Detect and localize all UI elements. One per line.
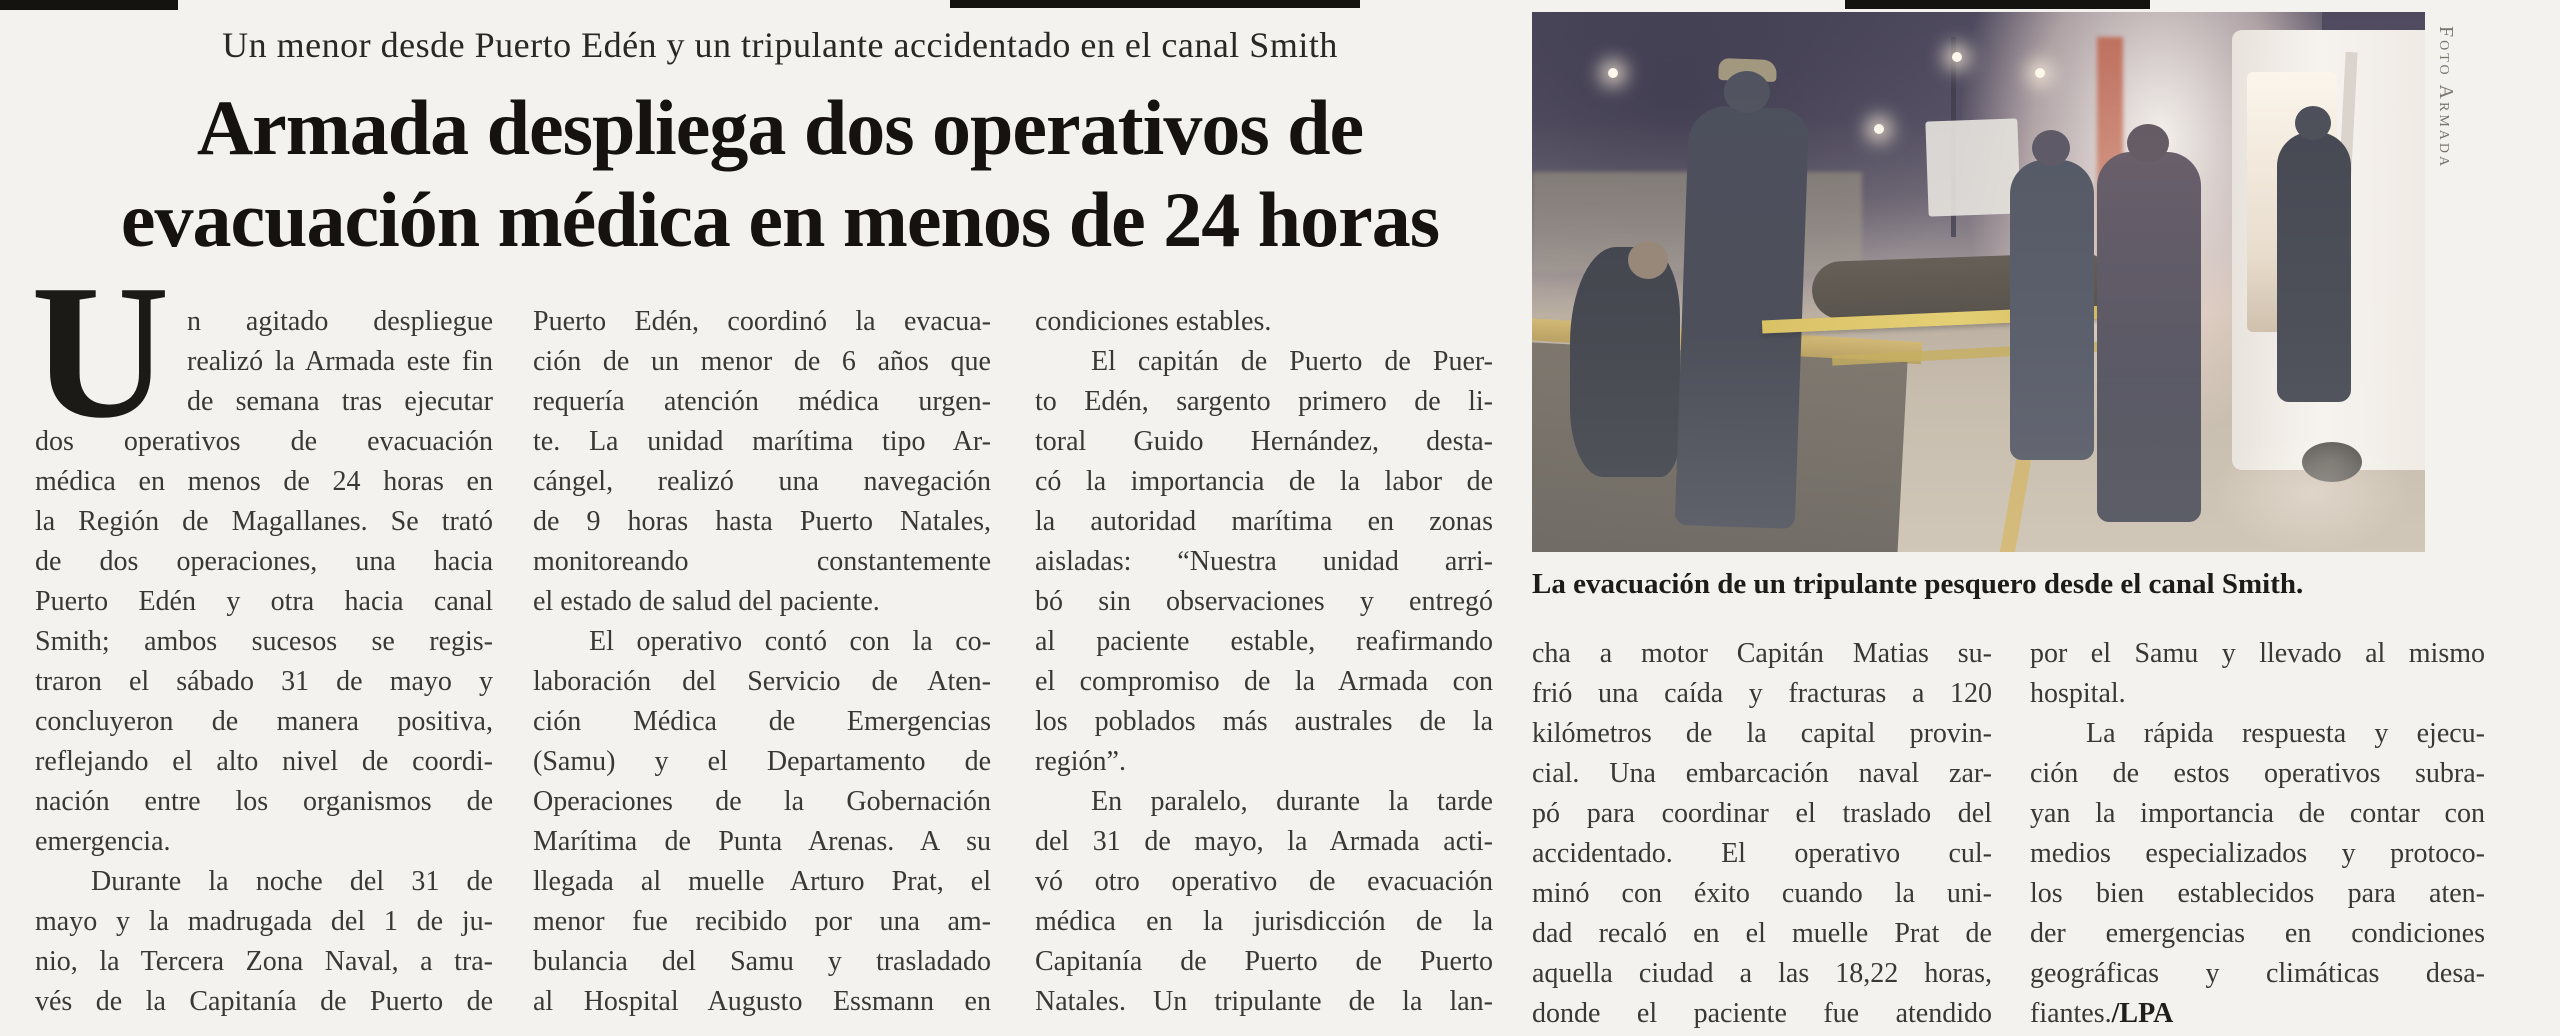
article-line: medios especializados y protoco- xyxy=(2030,838,2485,869)
article-line: condiciones estables. xyxy=(1035,306,1272,337)
article-line: El capitán de Puerto de Puer- xyxy=(1091,346,1493,377)
article-line: mayo y la madrugada del 1 de ju- xyxy=(35,906,493,937)
article-line: reflejando el alto nivel de coordi- xyxy=(35,746,493,777)
article-line: concluyeron de manera positiva, xyxy=(35,706,493,737)
headline xyxy=(50,82,1510,266)
article-line: emergencia. xyxy=(35,826,171,857)
article-line: pó para coordinar el traslado del xyxy=(1532,798,1992,829)
article-line: bó sin observaciones y entregó xyxy=(1035,586,1493,617)
photo-credit: Foto Armada xyxy=(2435,26,2457,170)
article-column-4 xyxy=(1532,634,1992,1034)
article-line: médica en la jurisdicción de la xyxy=(1035,906,1493,937)
article-line: der emergencias en condiciones xyxy=(2030,918,2485,949)
article-header xyxy=(50,22,1510,266)
article-line: laboración del Servicio de Aten- xyxy=(533,666,991,697)
article-line: Smith; ambos sucesos se regis- xyxy=(35,626,493,657)
article-line: nio, la Tercera Zona Naval, a tra- xyxy=(35,946,493,977)
article-line: Marítima de Punta Arenas. A su xyxy=(533,826,991,857)
article-line: menor fue recibido por una am- xyxy=(533,906,991,937)
article-column-2 xyxy=(533,302,991,1022)
article-line: el compromiso de la Armada con xyxy=(1035,666,1493,697)
article-line: requería atención médica urgen- xyxy=(533,386,991,417)
article-line: frió una caída y fracturas a 120 xyxy=(1532,678,1992,709)
article-line: dos operativos de evacuación xyxy=(35,426,493,457)
article-line: dad recaló en el muelle Prat de xyxy=(1532,918,1992,949)
article-line: la Región de Magallanes. Se trató xyxy=(35,506,493,537)
article-line: n agitado despliegue xyxy=(187,306,493,337)
headline-line-1: Armada despliega dos operativos de xyxy=(196,84,1364,171)
scan-artifact-strip xyxy=(1845,0,2150,9)
article-line: hospital. xyxy=(2030,678,2126,709)
article-line: cángel, realizó una navegación xyxy=(533,466,991,497)
article-line: Durante la noche del 31 de xyxy=(91,866,493,897)
article-line: to Edén, sargento primero de li- xyxy=(1035,386,1493,417)
article-line: La rápida respuesta y ejecu- xyxy=(2086,718,2485,749)
article-line: traron el sábado 31 de mayo y xyxy=(35,666,493,697)
article-line: de dos operaciones, una hacia xyxy=(35,546,493,577)
article-photo xyxy=(1532,12,2425,552)
kicker: Un menor desde Puerto Edén y un tripulante accidentado en el canal Smith xyxy=(222,25,1338,65)
article-column-3 xyxy=(1035,302,1493,1022)
article-line: realizó la Armada este fin xyxy=(187,346,493,377)
article-line: al Hospital Augusto Essmann en xyxy=(533,986,991,1017)
article-line: región”. xyxy=(1035,746,1126,777)
article-line: El operativo contó con la co- xyxy=(589,626,991,657)
article-line: la autoridad marítima en zonas xyxy=(1035,506,1493,537)
article-line: Natales. Un tripulante de la lan- xyxy=(1035,986,1493,1017)
article-line: los poblados más australes de la xyxy=(1035,706,1493,737)
article-line: vó otro operativo de evacuación xyxy=(1035,866,1493,897)
article-line: ción Médica de Emergencias xyxy=(533,706,991,737)
article-line: médica en menos de 24 horas en xyxy=(35,466,493,497)
article-line: llegada al muelle Arturo Prat, el xyxy=(533,866,991,897)
article-line: aquella ciudad a las 18,22 horas, xyxy=(1532,958,1992,989)
article-line: donde el paciente fue atendido xyxy=(1532,998,1992,1029)
article-line: kilómetros de la capital provin- xyxy=(1532,718,1992,749)
article-line: vés de la Capitanía de Puerto de xyxy=(35,986,493,1017)
article-line: te. La unidad marítima tipo Ar- xyxy=(533,426,991,457)
article-line: có la importancia de la labor de xyxy=(1035,466,1493,497)
article-line: bulancia del Samu y trasladado xyxy=(533,946,991,977)
article-line: ción de un menor de 6 años que xyxy=(533,346,991,377)
article-line: cha a motor Capitán Matias su- xyxy=(1532,638,1992,669)
article-line: por el Samu y llevado al mismo xyxy=(2030,638,2485,669)
article-line: Operaciones de la Gobernación xyxy=(533,786,991,817)
article-line: el estado de salud del paciente. xyxy=(533,586,880,617)
article-line: los bien establecidos para aten- xyxy=(2030,878,2485,909)
article-line: yan la importancia de contar con xyxy=(2030,798,2485,829)
article-line: Capitanía de Puerto de Puerto xyxy=(1035,946,1493,977)
article-line: En paralelo, durante la tarde xyxy=(1091,786,1493,817)
photo-caption: La evacuación de un tripulante pesquero desde el canal Smith. xyxy=(1532,568,2304,600)
article-line: nación entre los organismos de xyxy=(35,786,493,817)
article-line: minó con éxito cuando la uni- xyxy=(1532,878,1992,909)
article-line: ción de estos operativos subra- xyxy=(2030,758,2485,789)
agency-byline: /LPA xyxy=(2111,998,2174,1029)
article-line: geográficas y climáticas desa- xyxy=(2030,958,2485,989)
article-line: aisladas: “Nuestra unidad arri- xyxy=(1035,546,1493,577)
drop-cap: U xyxy=(31,245,170,458)
article-column-1 xyxy=(31,245,493,1022)
article-line: toral Guido Hernández, desta- xyxy=(1035,426,1493,457)
article-line: de semana tras ejecutar xyxy=(187,386,493,417)
article-line: Puerto Edén y otra hacia canal xyxy=(35,586,493,617)
article-line: de 9 horas hasta Puerto Natales, xyxy=(533,506,991,537)
scan-artifact-strip xyxy=(0,0,178,10)
article-line: (Samu) y el Departamento de xyxy=(533,746,991,777)
article-column-5 xyxy=(2030,634,2485,1034)
article-line: cial. Una embarcación naval zar- xyxy=(1532,758,1992,789)
article-line: Puerto Edén, coordinó la evacua- xyxy=(533,306,991,337)
article-line: accidentado. El operativo cul- xyxy=(1532,838,1992,869)
article-line: fiantes./LPA xyxy=(2030,998,2174,1029)
article-line: al paciente estable, reafirmando xyxy=(1035,626,1493,657)
headline-line-2: evacuación médica en menos de 24 horas xyxy=(120,176,1440,263)
scan-artifact-strip xyxy=(950,0,1360,8)
photo-scan-haze xyxy=(1532,12,2425,552)
article-line: monitoreando constantemente xyxy=(533,546,991,577)
article-line: del 31 de mayo, la Armada acti- xyxy=(1035,826,1493,857)
